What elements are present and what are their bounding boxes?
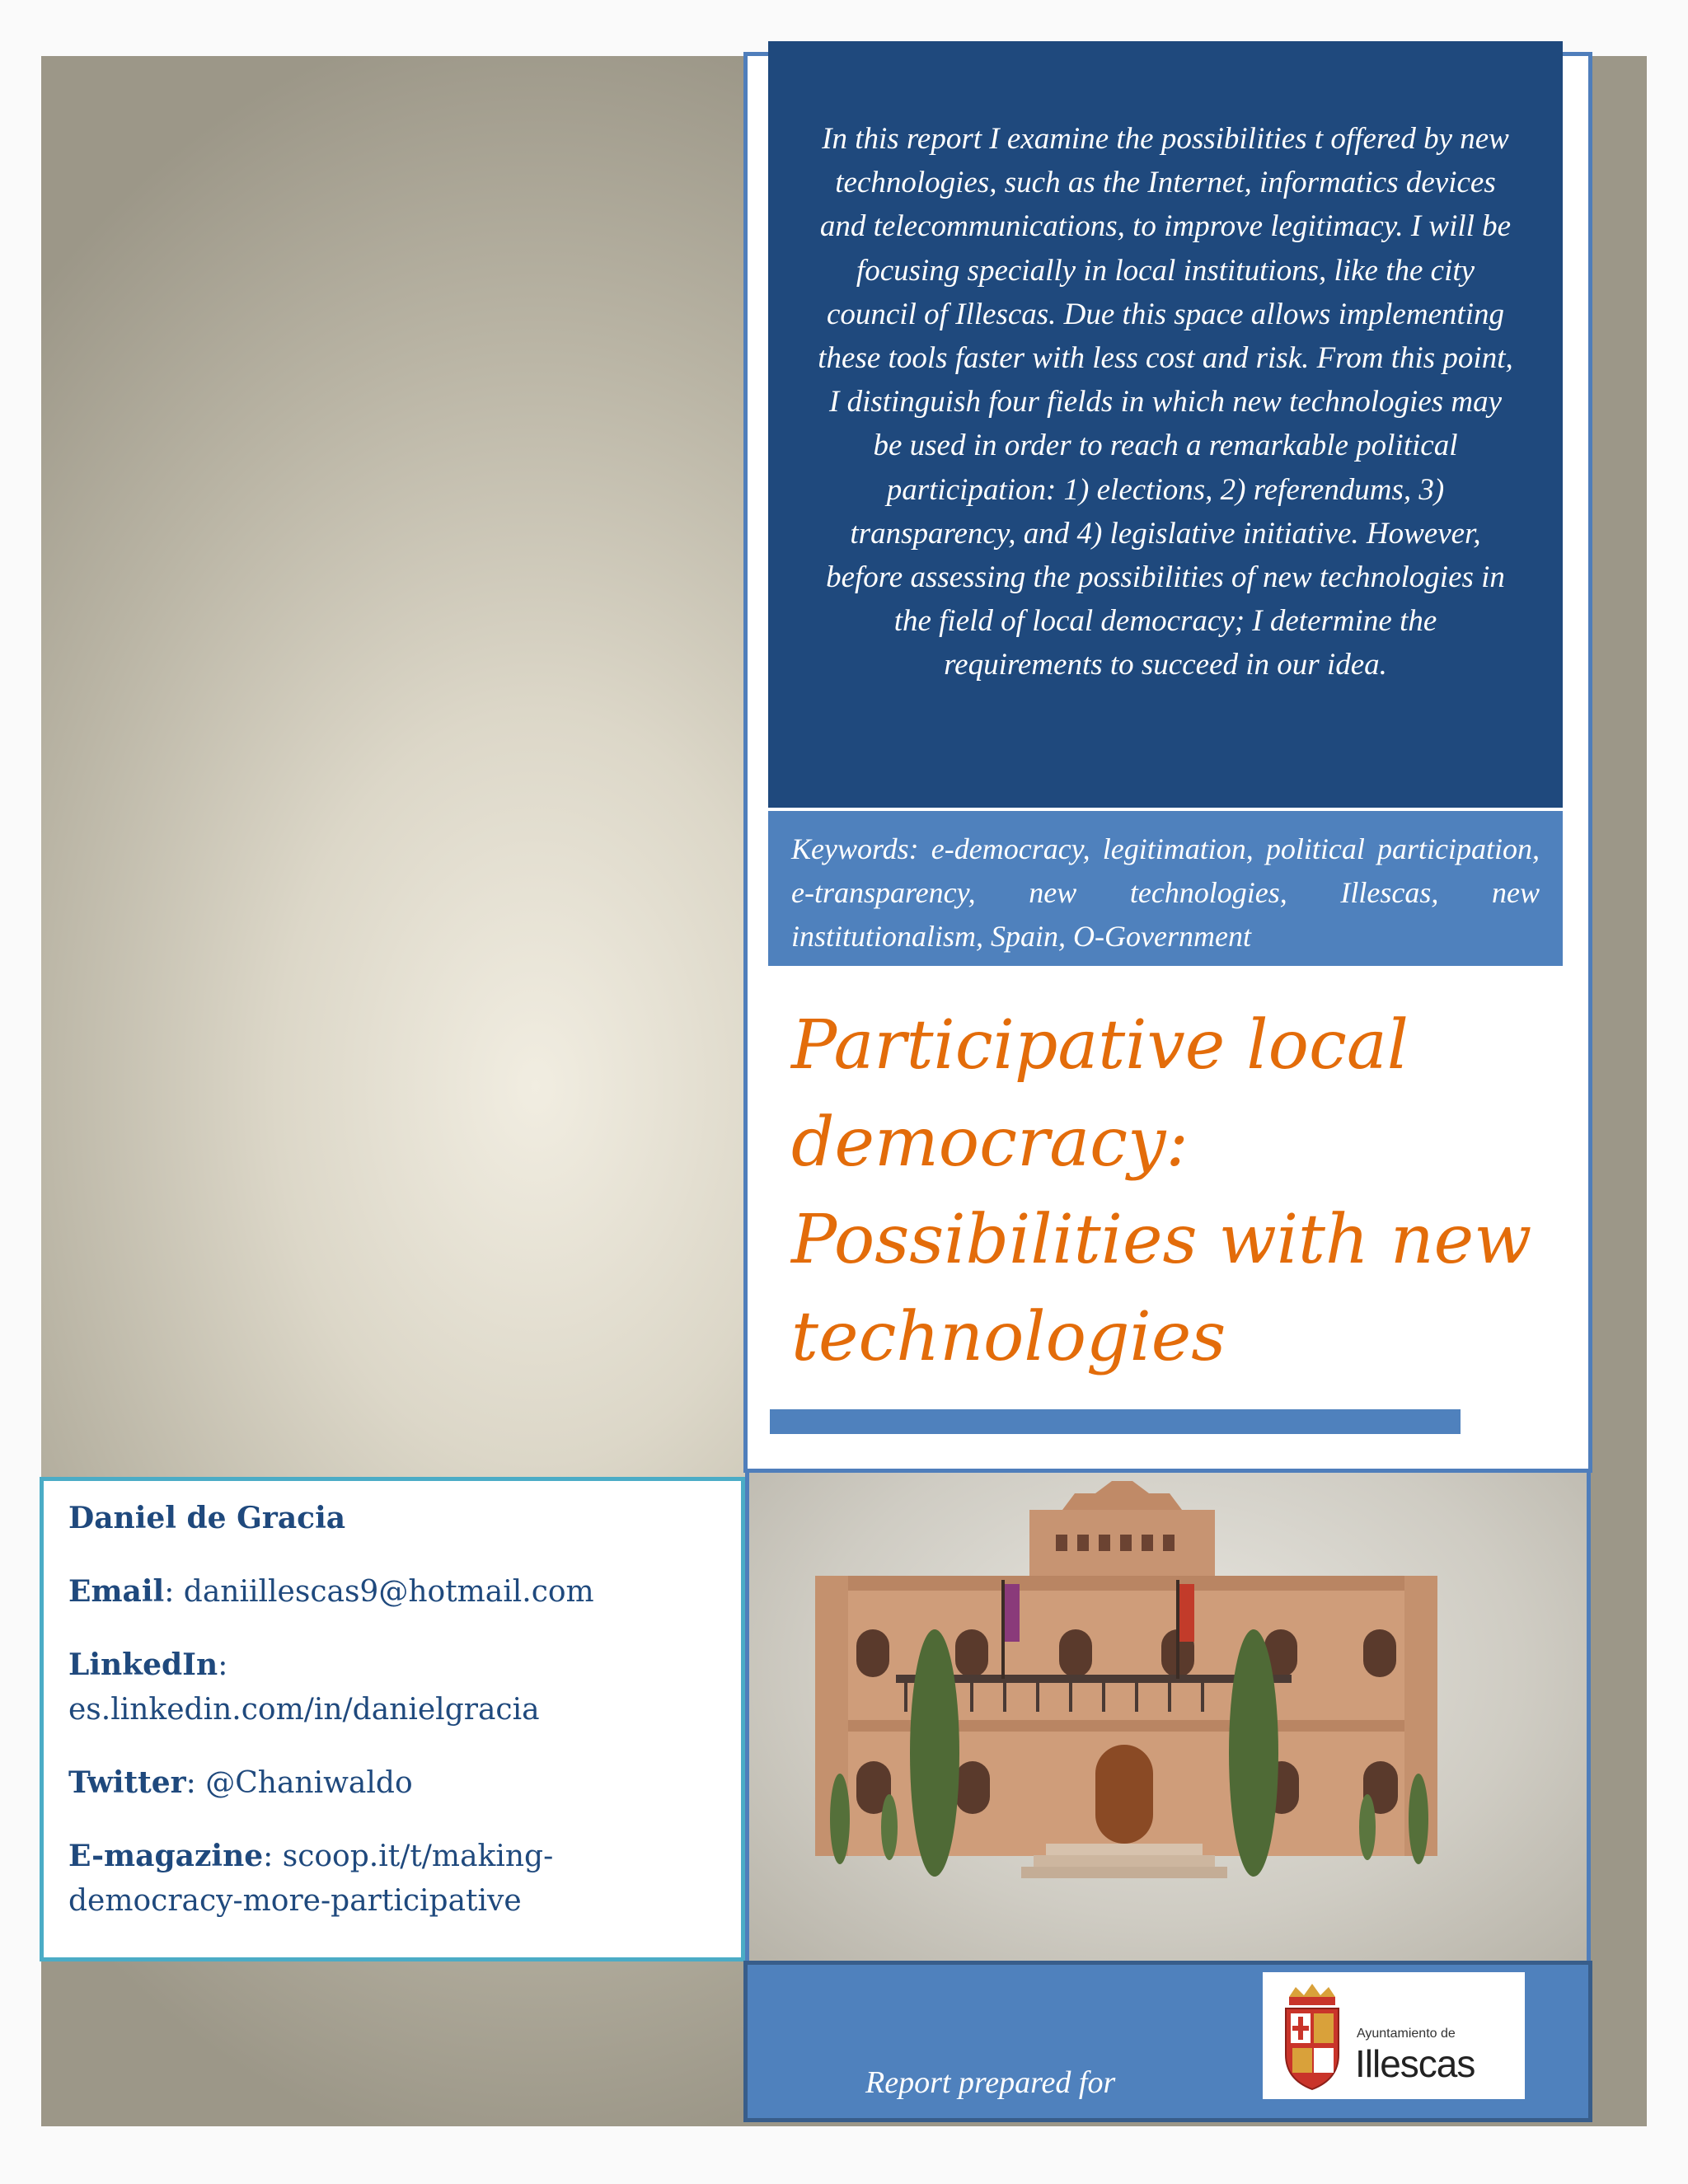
abstract-box bbox=[768, 41, 1563, 808]
author-contact-box bbox=[40, 1477, 745, 1961]
town-hall-building-image bbox=[749, 1473, 1587, 1962]
title-divider-bar bbox=[770, 1409, 1461, 1434]
author-name: Daniel de Gracia bbox=[68, 1501, 346, 1535]
linkedin-label: LinkedIn bbox=[68, 1647, 218, 1682]
author-emagazine: E-magazine: scoop.it/t/making-democracy-more-participative bbox=[68, 1839, 554, 1918]
keywords-box bbox=[768, 811, 1563, 966]
report-title: Participative local democracy: Possibilities with new technologies bbox=[791, 1006, 1532, 1376]
logo-line2: Illescas bbox=[1355, 2042, 1475, 2085]
illescas-logo bbox=[1263, 1972, 1525, 2099]
twitter-label: Twitter bbox=[68, 1765, 186, 1800]
keywords-text: Keywords: e-democracy, legitimation, political participation, e-transparency, new technologies, Illescas, new institutionalism, Spain, O-Government bbox=[791, 832, 1540, 953]
building-photo-panel bbox=[745, 1473, 1591, 1962]
email-link[interactable]: daniillescas9@hotmail.com bbox=[183, 1575, 594, 1609]
emagazine-link[interactable]: scoop.it/t/making-democracy-more-participative bbox=[68, 1840, 554, 1918]
abstract-text: In this report I examine the possibilities t offered by new technologies, such as the Internet, informatics devices and telecommunications, to improve legitimacy. I will be focusing specially in local institutions, like the city council of Illescas. Due this space allows implementing these tools faster with less cost and risk. From this point, I distinguish four fields in which new technologies may be used in order to reach a remarkable political participation: 1) elections, 2) referendums, 3) transparency, and 4) legislative initiative. However, before assessing the possibilities of new technologies in the field of local democracy; I determine the requirements to succeed in our idea. bbox=[818, 122, 1513, 682]
twitter-handle[interactable]: @Chaniwaldo bbox=[205, 1766, 413, 1800]
report-prepared-for: Report prepared for bbox=[865, 2065, 1116, 2100]
email-label: Email bbox=[68, 1574, 165, 1609]
author-twitter: Twitter: @Chaniwaldo bbox=[68, 1765, 413, 1800]
logo-line1: Ayuntamiento de bbox=[1357, 2027, 1456, 2041]
linkedin-link[interactable]: es.linkedin.com/in/danielgracia bbox=[68, 1693, 540, 1727]
emagazine-label: E-magazine bbox=[68, 1839, 264, 1873]
author-email: Email: daniillescas9@hotmail.com bbox=[68, 1574, 594, 1609]
author-linkedin: LinkedIn: es.linkedin.com/in/danielgracia bbox=[68, 1647, 540, 1727]
